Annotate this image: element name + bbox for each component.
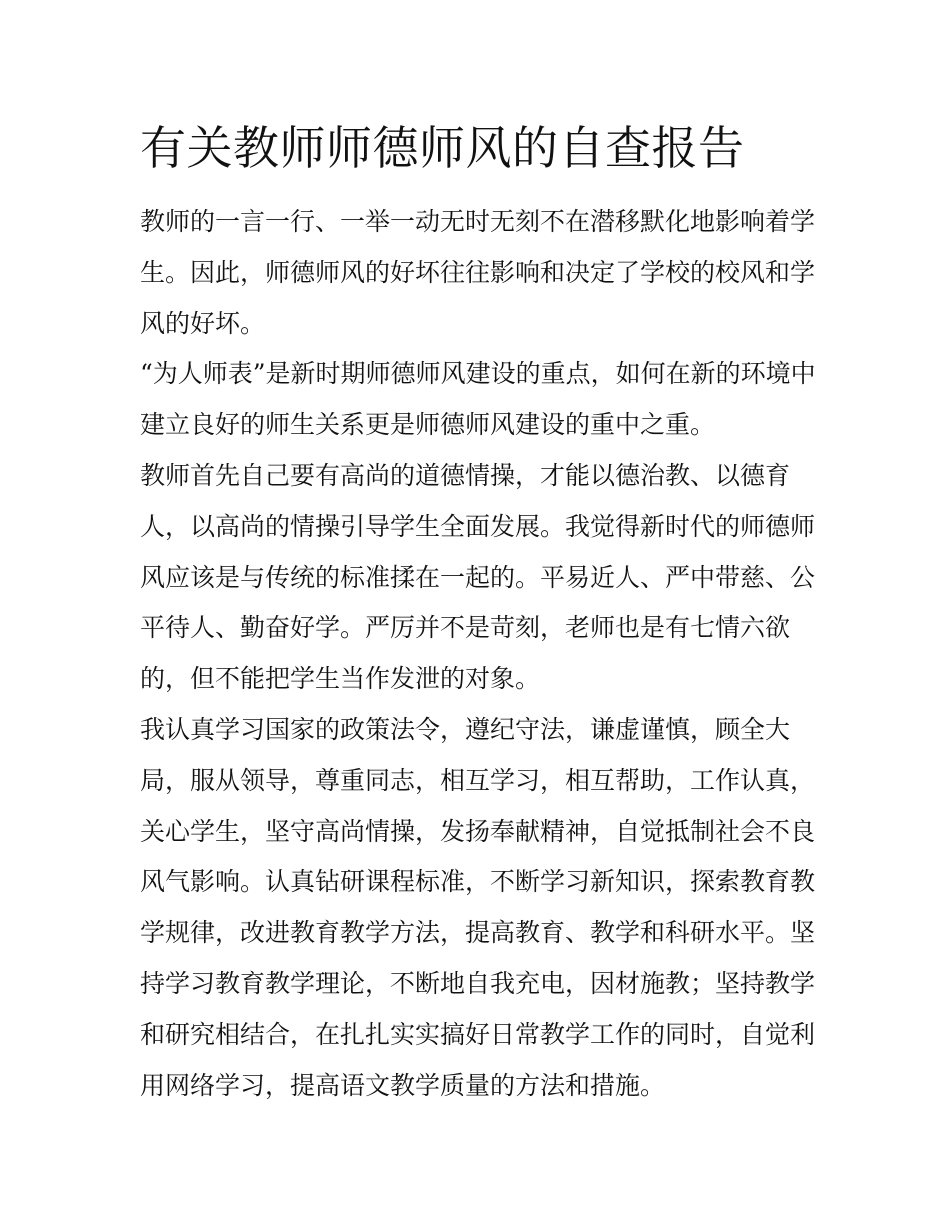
body-line: “为人师表”是新时期师德师风建设的重点，如何在新的环境中 [140, 359, 816, 389]
body-line: 人，以高尚的情操引导学生全面发展。我觉得新时代的师德师 [140, 511, 816, 541]
body-line: 用网络学习，提高语文教学质量的方法和措施。 [140, 1070, 666, 1100]
body-line: 持学习教育教学理论，不断地自我充电，因材施教；坚持教学 [140, 968, 816, 998]
body-line: 生。因此，师德师风的好坏往往影响和决定了学校的校风和学 [140, 257, 816, 287]
body-line: 建立良好的师生关系更是师德师风建设的重中之重。 [140, 410, 716, 440]
body-line: 教师的一言一行、一举一动无时无刻不在潜移默化地影响着学 [140, 207, 816, 236]
body-line: 关心学生，坚守高尚情操，发扬奉献精神，自觉抵制社会不良 [140, 816, 816, 846]
body-line: 学规律，改进教育教学方法，提高教育、教学和科研水平。坚 [140, 918, 816, 948]
body-line: 风应该是与传统的标准揉在一起的。平易近人、严中带慈、公 [140, 562, 816, 592]
body-line: 和研究相结合，在扎扎实实搞好日常教学工作的同时，自觉利 [140, 1019, 816, 1049]
body-line: 教师首先自己要有高尚的道德情操，才能以德治教、以德育 [140, 460, 791, 490]
document-body [140, 197, 816, 1111]
body-line: 风气影响。认真钻研课程标准，不断学习新知识，探索教育教 [140, 867, 816, 897]
body-line: 平待人、勤奋好学。严厉并不是苛刻，老师也是有七情六欲 [140, 613, 791, 643]
body-line: 我认真学习国家的政策法令，遵纪守法，谦虚谨慎，顾全大 [140, 714, 791, 744]
document-title: 有关教师师德师风的自查报告 [140, 121, 745, 175]
body-line: 局，服从领导，尊重同志，相互学习，相互帮助，工作认真， [140, 765, 816, 795]
body-line: 的，但不能把学生当作发泄的对象。 [140, 664, 541, 694]
body-line: 风的好坏。 [140, 308, 266, 338]
